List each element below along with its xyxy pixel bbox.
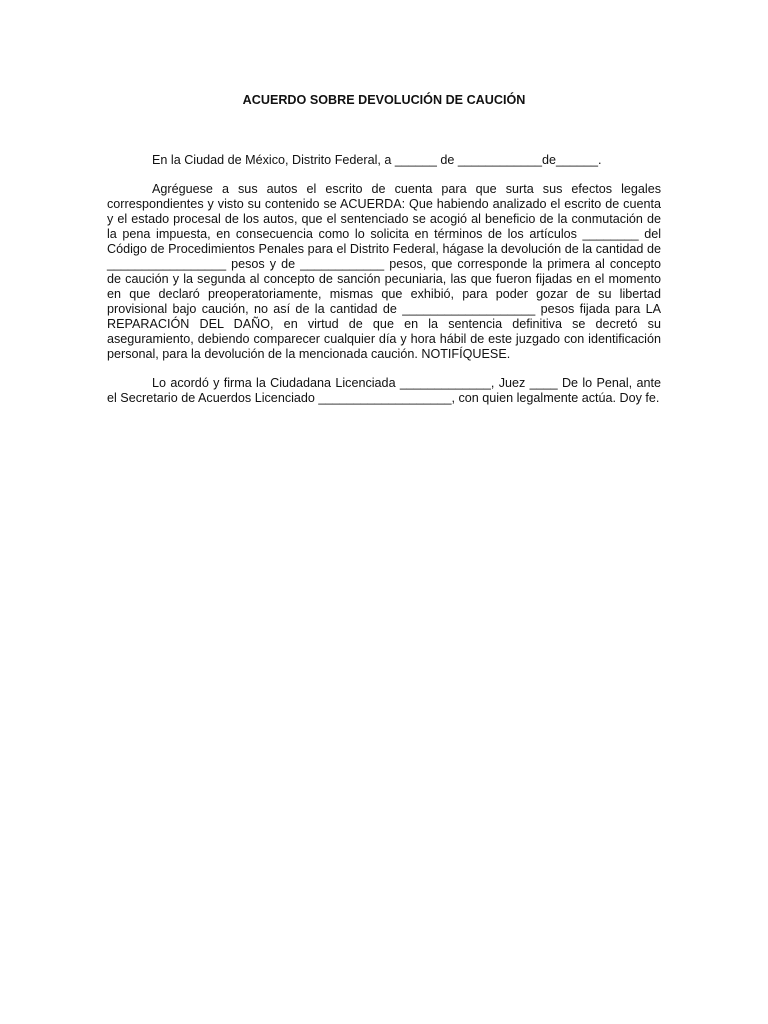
document-title: ACUERDO SOBRE DEVOLUCIÓN DE CAUCIÓN	[242, 93, 526, 107]
signature-paragraph: Lo acordó y firma la Ciudadana Licenciada _____________, Juez ____ De lo Penal, ante el Secretario de Acuerdos Licenciado ___________________, con quien legalmente actúa. Doy fe.	[107, 376, 661, 405]
agreement-paragraph: Agréguese a sus autos el escrito de cuenta para que surta sus efectos legales correspondientes y visto su contenido se ACUERDA: Que habiendo analizado el escrito de cuenta y el estado procesal de los autos, que el sentenciado se acogió al beneficio de la conmutación de la pena impuesta, en consecuencia como lo solicita en términos de los artículos ________ del Código de Procedimientos Penales para el Distrito Federal, hágase la devolución de la cantidad de _________________ pesos y de ____________ pesos, que corresponde la primera al concepto de caución y la segunda al concepto de sanción pecuniaria, las que fueron fijadas en el momento en que declaró preoperatoriamente, mismas que exhibió, para poder gozar de su libertad provisional bajo caución, no así de la cantidad de ___________________ pesos fijada para LA REPARACIÓN DEL DAÑO, en virtud de que en la sentencia definitiva se decretó su aseguramiento, debiendo comparecer cualquier día y hora hábil de este juzgado con identificación personal, para la devolución de la mencionada caución. NOTIFÍQUESE.	[107, 182, 661, 361]
date-paragraph: En la Ciudad de México, Distrito Federal, a ______ de ____________de______.	[152, 153, 602, 167]
